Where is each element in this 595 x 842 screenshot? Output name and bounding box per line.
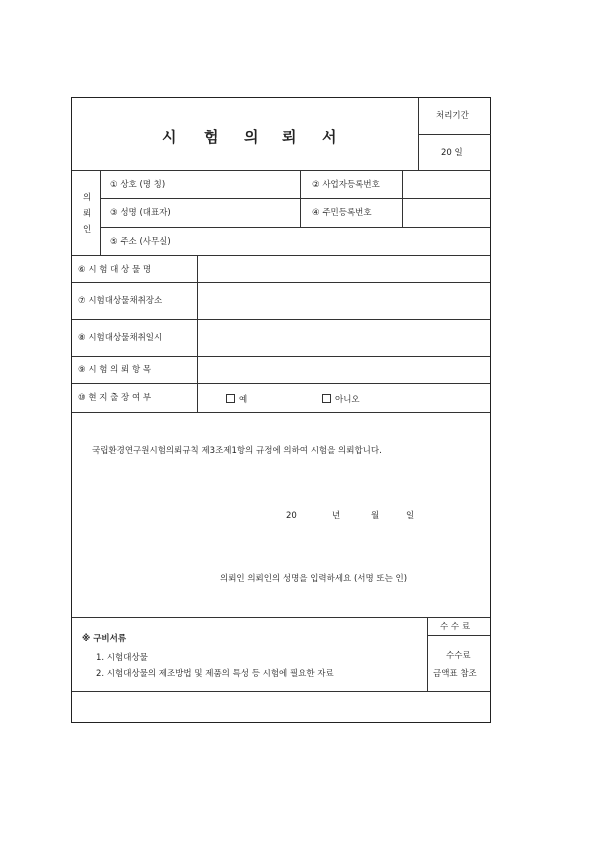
applicant-label-3: 인 — [83, 225, 92, 235]
request-statement: 국립환경연구원시험의뢰규칙 제3조제1항의 규정에 의하여 시험을 의뢰합니다. — [92, 446, 382, 456]
onsite-visit-label: ⑩ 현 지 출 장 여 부 — [78, 393, 152, 403]
test-request-form — [71, 97, 491, 723]
date-prefix: 20 — [286, 511, 297, 521]
document-item-1: 1. 시험대상물 — [96, 653, 148, 663]
sampling-datetime-label: ⑧ 시험대상물채취일시 — [78, 333, 163, 343]
title-char-5: 서 — [322, 128, 337, 146]
applicant-label-1: 의 — [83, 193, 92, 203]
test-object-field[interactable] — [197, 255, 490, 282]
processing-value: 20 일 — [441, 148, 463, 158]
processing-divider — [418, 134, 491, 135]
company-name-field[interactable] — [197, 170, 300, 198]
representative-label: ③ 성명 (대표자) — [110, 208, 171, 218]
address-label: ⑤ 주소 (사무실) — [110, 237, 171, 247]
test-object-label: ⑥ 시 험 대 상 물 명 — [78, 265, 152, 275]
date-month: 월 — [371, 511, 380, 521]
date-day: 일 — [406, 511, 415, 521]
title-char-2: 험 — [204, 128, 219, 146]
signature-prompt[interactable]: 의뢰인 의뢰인의 성명을 입력하세요 (서명 또는 인) — [220, 574, 408, 584]
title-char-4: 뢰 — [282, 128, 297, 146]
sampling-place-label: ⑦ 시험대상물채취장소 — [78, 296, 163, 306]
option-yes[interactable] — [226, 394, 247, 405]
title-char-3: 의 — [244, 128, 259, 146]
resident-number-label: ④ 주민등록번호 — [312, 208, 372, 218]
title-char-1: 시 — [162, 128, 177, 146]
representative-field[interactable] — [197, 198, 300, 227]
yes-checkbox[interactable] — [226, 394, 235, 403]
date-year: 년 — [332, 511, 341, 521]
business-number-field[interactable] — [402, 170, 490, 198]
fee-header: 수 수 료 — [440, 622, 471, 632]
fee-line-2: 금액표 참조 — [433, 669, 477, 679]
fee-line-1: 수수료 — [446, 651, 471, 661]
business-number-label: ② 사업자등록번호 — [312, 180, 380, 190]
test-items-label: ⑨ 시 험 의 뢰 항 목 — [78, 365, 152, 375]
address-field[interactable] — [197, 227, 490, 255]
sampling-place-field[interactable] — [197, 282, 490, 319]
resident-number-field[interactable] — [402, 198, 490, 227]
document-item-2: 2. 시험대상물의 제조방법 및 제품의 특성 등 시험에 필요한 자료 — [96, 669, 334, 679]
test-items-field[interactable] — [197, 356, 490, 383]
processing-label: 처리기간 — [436, 111, 469, 121]
applicant-label-2: 뢰 — [83, 209, 92, 219]
no-checkbox[interactable] — [322, 394, 331, 403]
company-name-label: ① 상호 (명 칭) — [110, 180, 166, 190]
documents-heading: ※ 구비서류 — [82, 634, 127, 644]
sampling-datetime-field[interactable] — [197, 319, 490, 356]
option-no[interactable] — [322, 394, 360, 405]
option-yes-label: 예 — [239, 395, 248, 405]
option-no-label: 아니오 — [335, 395, 360, 405]
